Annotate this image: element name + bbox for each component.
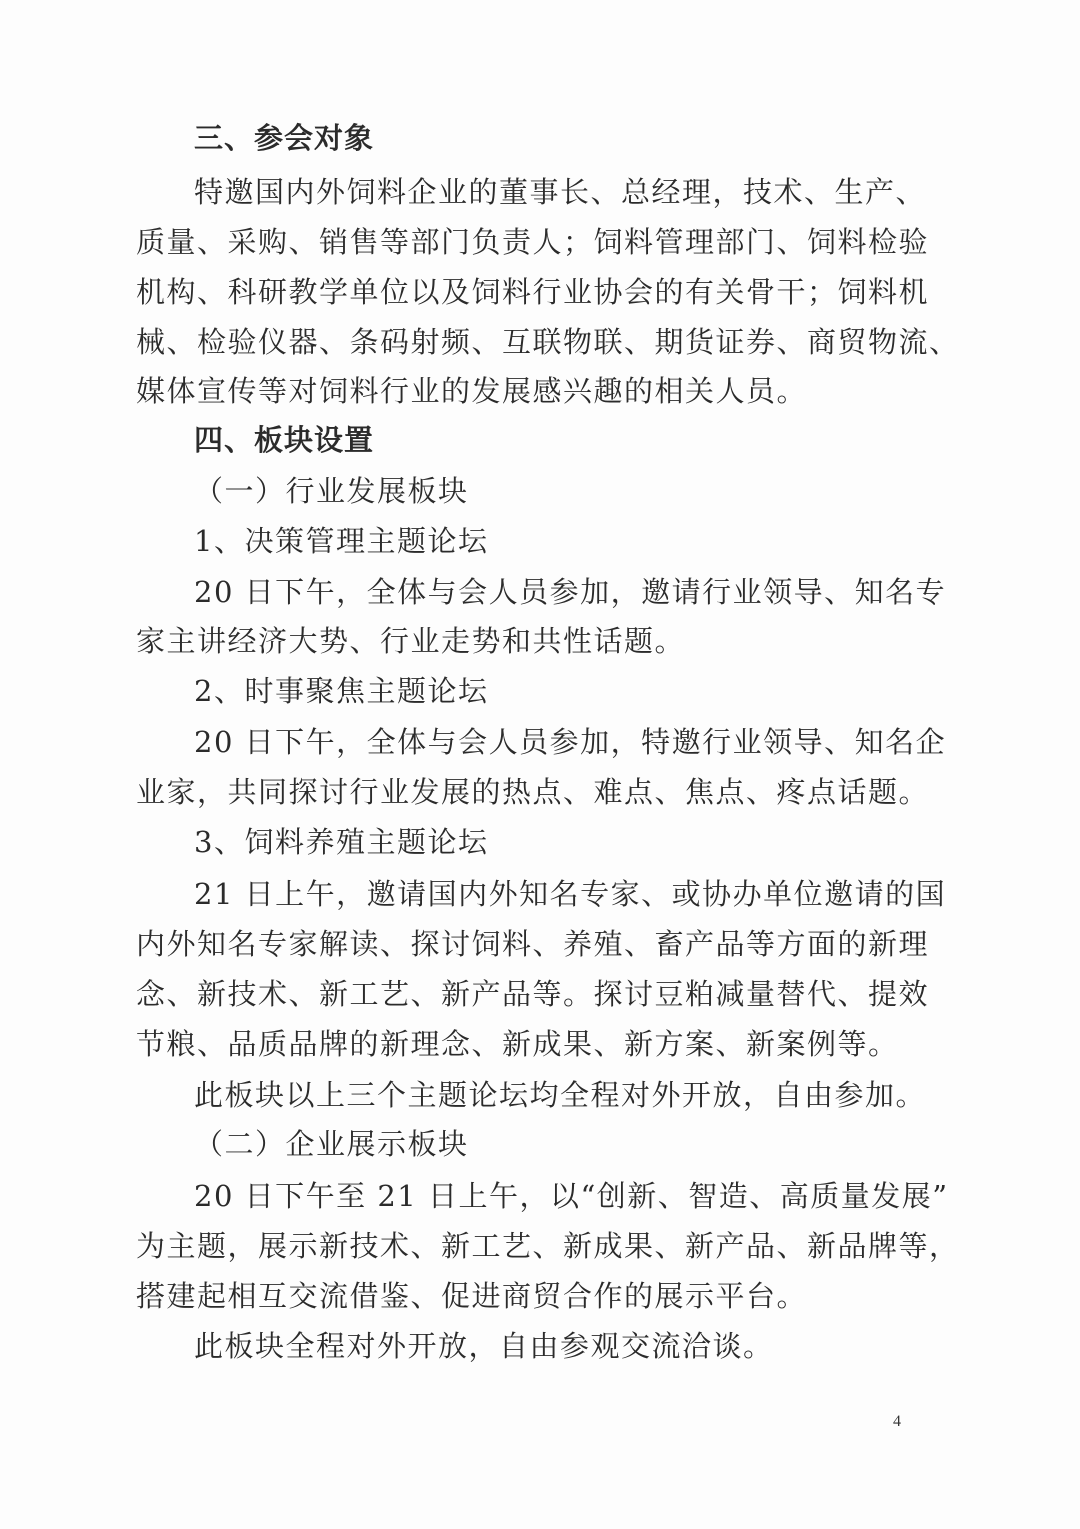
topic-heading: 3、饲料养殖主题论坛 [194,825,489,859]
paragraph-line: 机构、科研教学单位以及饲料行业协会的有关骨干；饲料机 [136,275,930,309]
page-number: 4 [893,1413,901,1430]
paragraph-line: 业家，共同探讨行业发展的热点、难点、焦点、疼点话题。 [136,775,930,809]
section-heading: 四、板块设置 [194,423,375,457]
paragraph-line: 家主讲经济大势、行业走势和共性话题。 [136,624,686,658]
section-heading: 三、参会对象 [194,121,375,155]
paragraph-line: 21 日上午，邀请国内外知名专家、或协办单位邀请的国 [194,877,947,911]
paragraph-line: 为主题，展示新技术、新工艺、新成果、新产品、新品牌等， [136,1229,960,1263]
topic-heading: 1、决策管理主题论坛 [194,524,489,558]
paragraph-line: 念、新技术、新工艺、新产品等。探讨豆粕减量替代、提效 [136,977,930,1011]
paragraph-line: 此板块全程对外开放，自由参观交流洽谈。 [194,1329,774,1363]
paragraph-line: 20 日下午，全体与会人员参加，特邀行业领导、知名企 [194,725,947,759]
subsection-heading: （一）行业发展板块 [194,474,469,508]
paragraph-line: 特邀国内外饲料企业的董事长、总经理，技术、生产、 [194,175,927,209]
paragraph-line: 媒体宣传等对饲料行业的发展感兴趣的相关人员。 [136,374,808,408]
paragraph-line: 20 日下午，全体与会人员参加，邀请行业领导、知名专 [194,575,947,609]
paragraph-line: 搭建起相互交流借鉴、促进商贸合作的展示平台。 [136,1279,808,1313]
subsection-heading: （二）企业展示板块 [194,1127,469,1161]
paragraph-line: 20 日下午至 21 日上午，以“创新、智造、高质量发展” [194,1179,949,1213]
paragraph-line: 内外知名专家解读、探讨饲料、养殖、畜产品等方面的新理 [136,927,930,961]
paragraph-line: 此板块以上三个主题论坛均全程对外开放，自由参加。 [194,1078,927,1112]
paragraph-line: 质量、采购、销售等部门负责人；饲料管理部门、饲料检验 [136,225,930,259]
paragraph-line: 节粮、品质品牌的新理念、新成果、新方案、新案例等。 [136,1027,899,1061]
paragraph-line: 械、检验仪器、条码射频、互联物联、期货证券、商贸物流、 [136,325,960,359]
topic-heading: 2、时事聚焦主题论坛 [194,674,489,708]
